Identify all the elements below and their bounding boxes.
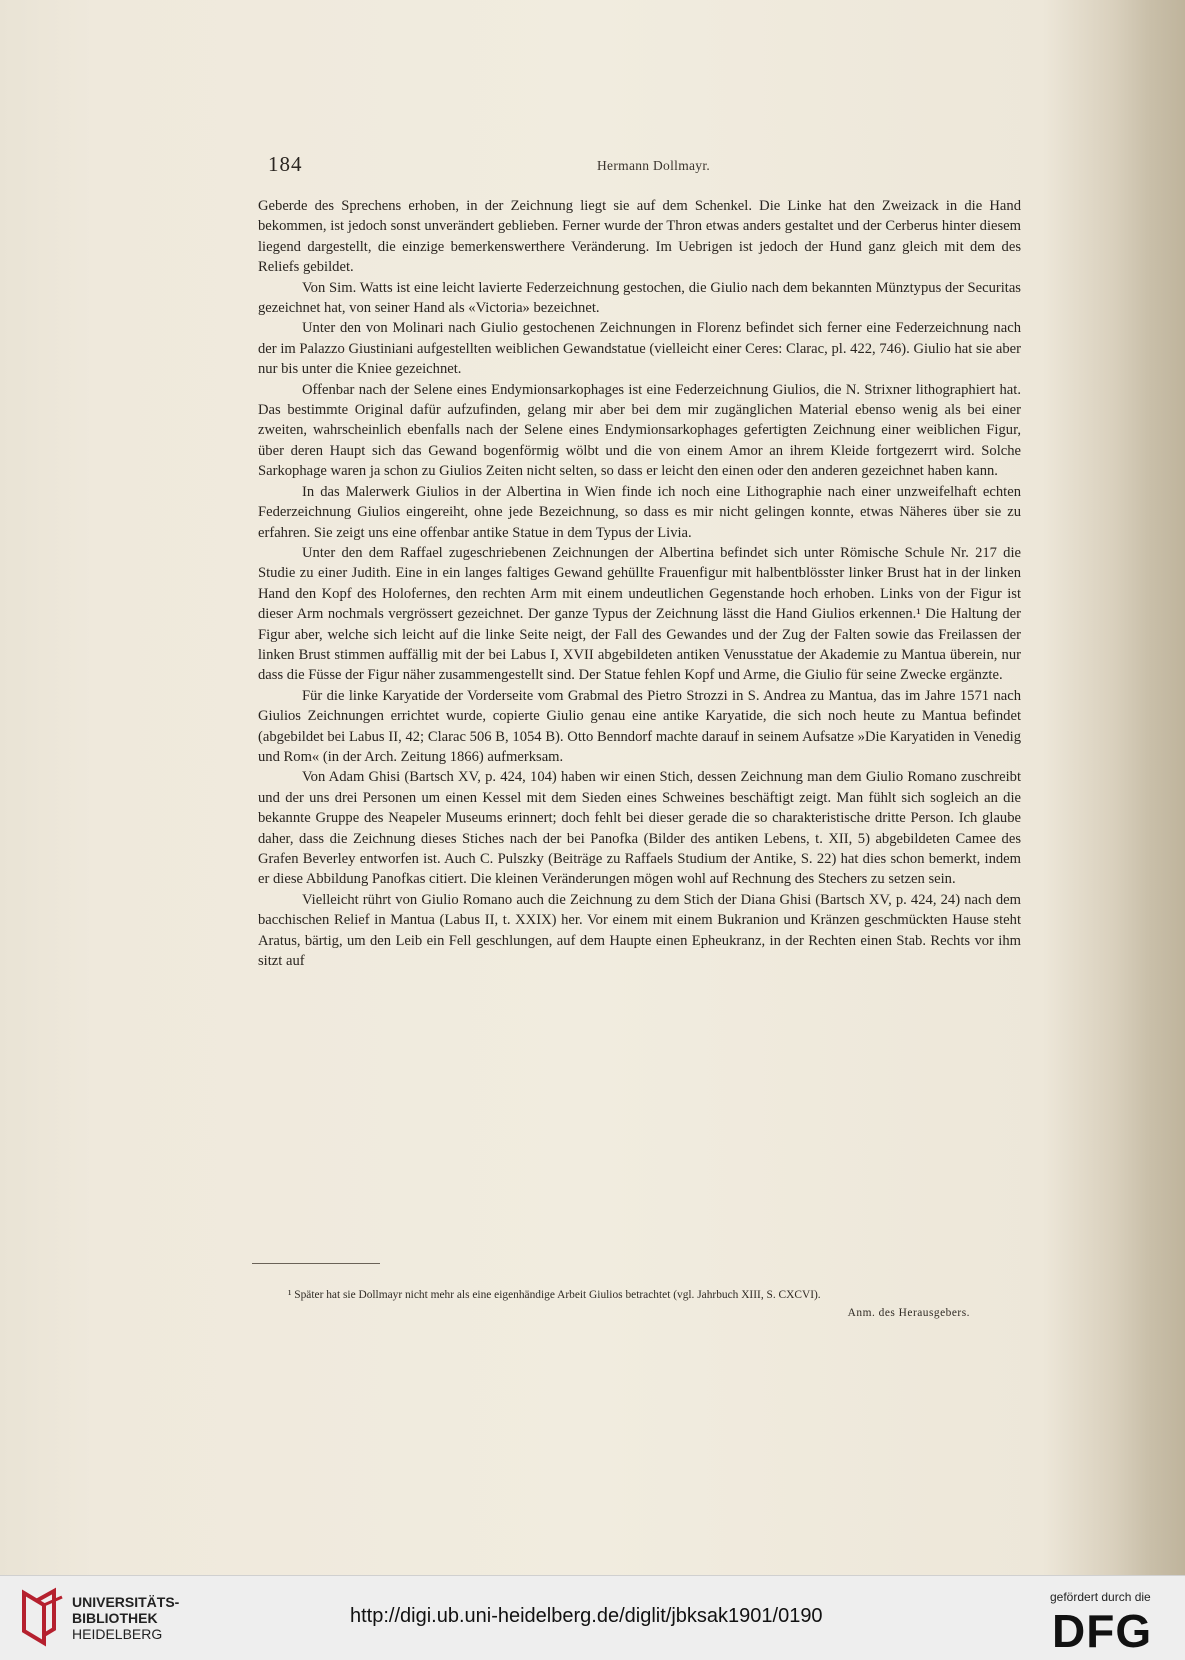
dfg-logo[interactable]: DFG [1052, 1605, 1153, 1657]
running-head: Hermann Dollmayr. [597, 158, 711, 173]
footnote: ¹ Später hat sie Dollmayr nicht mehr als eine eigenhändige Arbeit Giulios betrachtet (vgl. Jahrbuch XIII, S. CXCVI). [288, 1289, 821, 1301]
paragraph: Von Adam Ghisi (Bartsch XV, p. 424, 104) haben wir einen Stich, dessen Zeichnung man dem Giulio Romano zuschreibt und der uns drei Personen um einen Kessel mit dem Sieden eines Schweines beschäftigt zeigt. Man fühlt sich sogleich an die bekannte Gruppe des Neapeler Museums erinnert; doch fehlt bei dieser gerade die so charakteristische dritte Person. Ich glaube daher, dass die Zeichnung dieses Stiches nach der bei Panofka (Bilder des antiken Lebens, t. XII, 5) abgebildeten Camee des Grafen Beverley entworfen ist. Auch C. Pulszky (Beiträge zu Raffaels Studium der Antike, S. 22) hat dies schon bemerkt, indem er diese Abbildung Panofkas citiert. Die kleinen Veränderungen mögen wohl auf Rechnung des Stechers zu setzen sein. [258, 769, 1021, 888]
library-line: HEIDELBERG [72, 1626, 163, 1642]
permalink-url[interactable]: http://digi.ub.uni-heidelberg.de/diglit/jbksak1901/0190 [350, 1605, 823, 1627]
viewer-footer [0, 1575, 1185, 1660]
paragraph: Offenbar nach der Selene eines Endymionsarkophages ist eine Federzeichnung Giulios, die N. Strixner lithographiert hat. Das bestimmte Original dafür aufzufinden, gelang mir aber bei dem mir zugänglichen Material ebenso wenig als bei einer zweiten, wahrscheinlich ebenfalls nach der Selene eines Endymionsarkophages gefertigten Zeichnung einer weiblichen Figur, über deren Haupt sich das Gewand bogenförmig wölbt und die von einem Amor an ihrem Kleide fortgezerrt wird. Solche Sarkophage waren ja schon zu Giulios Zeiten nicht selten, so dass er leicht den einen oder den anderen gezeichnet haben kann. [258, 381, 1021, 480]
paragraph: Vielleicht rührt von Giulio Romano auch die Zeichnung zu dem Stich der Diana Ghisi (Bartsch XV, p. 424, 24) nach dem bacchischen Relief in Mantua (Labus II, t. XXIX) her. Vor einem mit einem Bukranion und Kränzen geschmückten Hause steht Aratus, bärtig, um den Leib ein Fell geschlungen, auf dem Haupte einen Epheukranz, in der Rechten einen Stab. Rechts vor ihm sitzt auf [258, 891, 1021, 970]
funding-label: gefördert durch die [1050, 1590, 1151, 1604]
page-number: 184 [268, 152, 303, 176]
paragraph: Geberde des Sprechens erhoben, in der Zeichnung liegt sie auf dem Schenkel. Die Linke hat den Zweizack in die Hand bekommen, ist jedoch sonst unverändert geblieben. Ferner wurde der Thron etwas anders gestaltet und der Cerberus hinter diesem liegend dargestellt, die einzige bemerkenswerthere Veränderung. Im Uebrigen ist jedoch der Hund ganz gleich mit dem des Reliefs gebildet. [258, 198, 1021, 276]
paragraph: Für die linke Karyatide der Vorderseite vom Grabmal des Pietro Strozzi in S. Andrea zu Mantua, das im Jahre 1571 nach Giulios Zeichnungen errichtet wurde, copierte Giulio genau eine antike Karyatide, die sich noch heute zu Mantua befindet (abgebildet bei Labus II, 42; Clarac 506 B, 1054 B). Otto Benndorf machte darauf in seinem Aufsatze »Die Karyatiden in Venedig und Rom« (in der Arch. Zeitung 1866) aufmerksam. [258, 687, 1021, 765]
body-text [258, 196, 1021, 971]
paragraph: Unter den von Molinari nach Giulio gestochenen Zeichnungen in Florenz befindet sich ferner eine Federzeichnung nach der im Palazzo Giustiniani aufgestellten weiblichen Gewandstatue (vielleicht einer Ceres: Clarac, pl. 422, 746). Giulio hat sie aber nur bis unter die Kniee gezeichnet. [258, 320, 1021, 378]
university-library-logo-icon[interactable] [14, 1587, 70, 1649]
library-line: BIBLIOTHEK [72, 1610, 158, 1626]
paragraph: Unter den dem Raffael zugeschriebenen Zeichnungen der Albertina befindet sich unter Römische Schule Nr. 217 die Studie zu einer Judith. Eine in ein langes faltiges Gewand gehüllte Frauenfigur mit halbentblösster linker Brust hat in der linken Hand den Kopf des Holofernes, den rechten Arm mit einem undeutlichen Gegenstande hoch erhoben. Links von der Figur ist dieser Arm nochmals vergrössert gezeichnet. Der ganze Typus der Zeichnung lässt die Hand Giulios erkennen.¹ Die Haltung der Figur aber, welche sich leicht auf die linke Seite neigt, der Fall des Gewandes und der Zug der Falten sowie das Freilassen der linken Brust stimmen auffällig mit der bei Labus I, XVII abgebildeten antiken Venusstatue der Akademie zu Mantua überein, nur dass die Füsse der Figur näher zusammengestellt sind. Der Statue fehlen Kopf und Arme, die Giulio für seine Zwecke ergänzte. [258, 544, 1021, 684]
footnote-divider [252, 1263, 380, 1264]
paragraph: Von Sim. Watts ist eine leicht lavierte Federzeichnung gestochen, die Giulio nach dem bekannten Münztypus der Securitas gezeichnet hat, von seiner Hand als «Victoria» bezeichnet. [258, 279, 1021, 317]
library-line: UNIVERSITÄTS- [72, 1594, 180, 1610]
page-header [262, 148, 1032, 178]
footnote-signature: Anm. des Herausgebers. [847, 1307, 970, 1319]
library-name [72, 1594, 179, 1642]
paragraph: In das Malerwerk Giulios in der Albertina in Wien finde ich noch eine Lithographie nach einer unzweifelhaft echten Federzeichnung Giulios eingereiht, ohne jede Bezeichnung, so dass es mir nicht gelingen konnte, etwas Näheres über sie zu erfahren. Sie zeigt uns eine offenbar antike Statue in dem Typus der Livia. [258, 483, 1021, 541]
